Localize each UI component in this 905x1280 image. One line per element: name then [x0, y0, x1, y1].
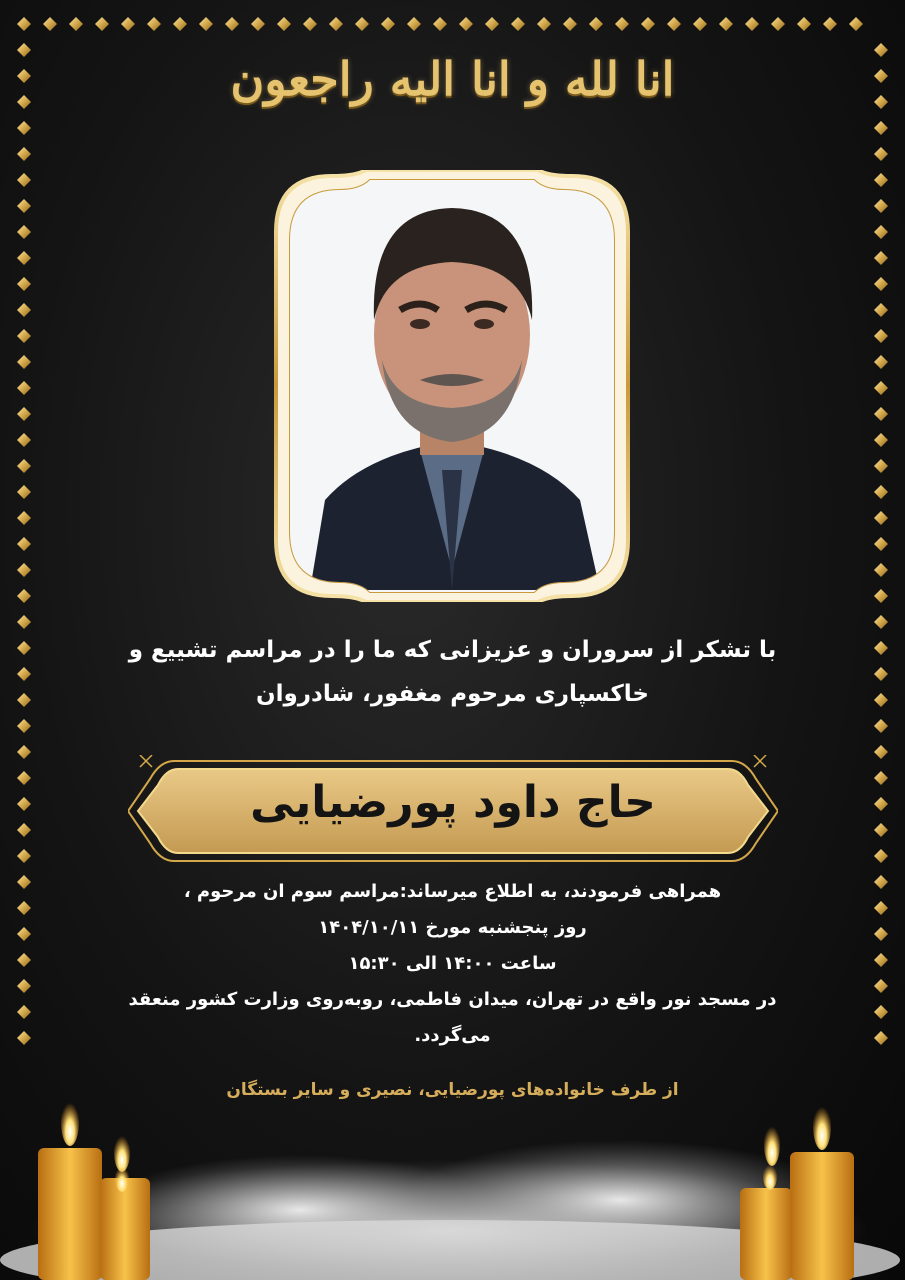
- border-diamond: [17, 381, 31, 395]
- border-diamond: [485, 17, 499, 31]
- border-diamond: [797, 17, 811, 31]
- border-diamond: [17, 355, 31, 369]
- border-diamond: [874, 563, 888, 577]
- border-diamond: [303, 17, 317, 31]
- border-diamond: [407, 17, 421, 31]
- portrait-frame: [270, 170, 634, 602]
- ceremony-details: [70, 874, 835, 1054]
- border-diamond: [641, 17, 655, 31]
- flame-icon: [764, 1122, 780, 1166]
- border-diamond: [874, 589, 888, 603]
- border-diamond: [17, 329, 31, 343]
- flame-icon: [813, 1102, 831, 1150]
- name-banner: [128, 755, 778, 867]
- family-signature: از طرف خانواده‌های پورضیایی، نصیری و سایر بستگان: [226, 1080, 679, 1100]
- border-diamond: [874, 407, 888, 421]
- flame-icon: [763, 1162, 777, 1190]
- border-diamond: [874, 355, 888, 369]
- border-diamond: [874, 459, 888, 473]
- border-diamond: [17, 225, 31, 239]
- border-diamond: [17, 771, 31, 785]
- candle-icon: [100, 1178, 150, 1280]
- border-diamond: [17, 693, 31, 707]
- border-diamond: [874, 979, 888, 993]
- details-line-1: همراهی فرمودند، به اطلاع میرساند:مراسم سوم ان مرحوم ،: [183, 881, 722, 902]
- border-diamond: [874, 225, 888, 239]
- border-diamond: [17, 667, 31, 681]
- border-diamond: [719, 17, 733, 31]
- border-diamond: [17, 537, 31, 551]
- border-diamond: [69, 17, 83, 31]
- border-diamond: [95, 17, 109, 31]
- border-diamond: [874, 667, 888, 681]
- border-diamond: [874, 875, 888, 889]
- border-diamond: [277, 17, 291, 31]
- details-date: روز پنجشنبه مورخ ۱۴۰۴/۱۰/۱۱: [318, 917, 587, 938]
- candle-icon: [790, 1152, 854, 1280]
- portrait-photo: [270, 170, 634, 602]
- candle-icon: [740, 1188, 792, 1280]
- border-diamond: [17, 953, 31, 967]
- border-diamond: [17, 407, 31, 421]
- border-diamond: [874, 641, 888, 655]
- border-diamond: [173, 17, 187, 31]
- border-diamond: [17, 849, 31, 863]
- border-diamond: [147, 17, 161, 31]
- border-diamond: [17, 563, 31, 577]
- border-diamond: [745, 17, 759, 31]
- border-diamond: [17, 459, 31, 473]
- border-diamond: [17, 927, 31, 941]
- border-diamond: [17, 17, 31, 31]
- border-diamond: [874, 173, 888, 187]
- border-diamond: [874, 147, 888, 161]
- border-diamond: [874, 615, 888, 629]
- border-diamond: [17, 303, 31, 317]
- border-diamond: [199, 17, 213, 31]
- candle-icon: [38, 1148, 102, 1280]
- intro-line-2: خاکسپاری مرحوم مغفور، شادروان: [255, 681, 650, 707]
- details-line-5: می‌گردد.: [414, 1025, 491, 1046]
- deceased-name: حاج داود پورضیایی: [250, 777, 656, 828]
- border-diamond: [849, 17, 863, 31]
- border-diamond: [433, 17, 447, 31]
- border-diamond: [667, 17, 681, 31]
- border-diamond: [355, 17, 369, 31]
- border-diamond: [874, 199, 888, 213]
- border-diamond: [874, 537, 888, 551]
- border-diamond: [17, 485, 31, 499]
- border-diamond: [17, 433, 31, 447]
- border-diamond: [874, 381, 888, 395]
- border-diamond: [874, 277, 888, 291]
- border-diamond: [874, 303, 888, 317]
- border-diamond: [874, 771, 888, 785]
- border-diamond: [17, 251, 31, 265]
- border-diamond: [874, 719, 888, 733]
- candles-and-clouds: [0, 1060, 905, 1280]
- border-diamond: [874, 745, 888, 759]
- border-diamond: [874, 953, 888, 967]
- border-diamond: [874, 927, 888, 941]
- border-diamond: [43, 17, 57, 31]
- border-diamond: [17, 277, 31, 291]
- intro-line-1: با تشکر از سروران و عزیزانی که ما را در مراسم تشییع و: [128, 637, 777, 663]
- border-diamond: [874, 797, 888, 811]
- border-diamond: [874, 849, 888, 863]
- border-diamond: [17, 719, 31, 733]
- intro-text: [80, 628, 825, 716]
- border-diamond: [874, 329, 888, 343]
- quran-verse-calligraphy: انا لله و انا الیه راجعون: [230, 52, 675, 106]
- border-diamond: [17, 147, 31, 161]
- details-location: در مسجد نور واقع در تهران، میدان فاطمی، روبه‌روی وزارت کشور منعقد: [128, 989, 777, 1010]
- border-diamond: [511, 17, 525, 31]
- border-diamond: [329, 17, 343, 31]
- border-diamond: [459, 17, 473, 31]
- border-diamond: [874, 485, 888, 499]
- border-diamond: [17, 901, 31, 915]
- border-diamond: [17, 875, 31, 889]
- border-diamond: [615, 17, 629, 31]
- flame-icon: [61, 1098, 79, 1146]
- border-diamond: [874, 823, 888, 837]
- border-diamond: [17, 121, 31, 135]
- border-diamond: [17, 615, 31, 629]
- border-diamond: [121, 17, 135, 31]
- border-diamond: [251, 17, 265, 31]
- border-diamond: [381, 17, 395, 31]
- border-diamond: [874, 121, 888, 135]
- border-diamond: [874, 511, 888, 525]
- border-diamond: [17, 589, 31, 603]
- border-diamond: [823, 17, 837, 31]
- border-diamond: [563, 17, 577, 31]
- border-diamond: [771, 17, 785, 31]
- border-diamond: [225, 17, 239, 31]
- border-diamond: [874, 1005, 888, 1019]
- border-diamond: [693, 17, 707, 31]
- border-diamond: [874, 1031, 888, 1045]
- flame-icon: [115, 1164, 129, 1192]
- border-diamond: [874, 693, 888, 707]
- border-diamond: [17, 979, 31, 993]
- border-diamond: [17, 1005, 31, 1019]
- border-diamond: [17, 199, 31, 213]
- border-diamond: [874, 901, 888, 915]
- border-diamond: [874, 433, 888, 447]
- details-time: ساعت ۱۴:۰۰ الی ۱۵:۳۰: [348, 953, 557, 974]
- border-diamond: [874, 251, 888, 265]
- border-diamond: [17, 823, 31, 837]
- border-diamond: [17, 745, 31, 759]
- border-diamond: [17, 797, 31, 811]
- border-diamond: [17, 1031, 31, 1045]
- border-diamond: [17, 511, 31, 525]
- border-diamond: [17, 641, 31, 655]
- border-diamond: [17, 173, 31, 187]
- border-diamond: [537, 17, 551, 31]
- border-diamond: [589, 17, 603, 31]
